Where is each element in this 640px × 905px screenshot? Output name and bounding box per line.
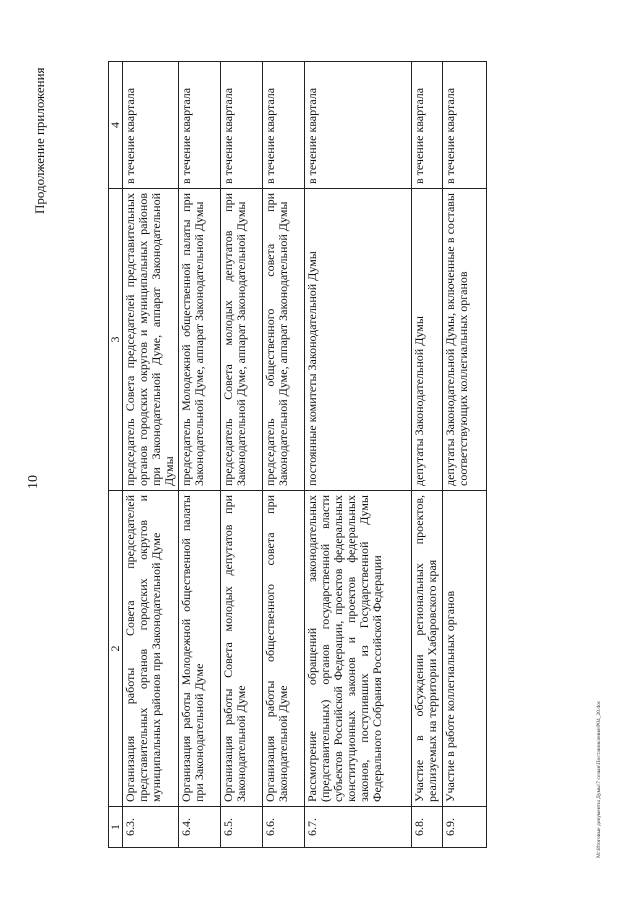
period-cell: в течение квартала <box>263 62 305 189</box>
table-row <box>123 62 179 848</box>
table-header-row <box>109 62 123 848</box>
responsible-cell: председатель общественного совета при Законодательной Думе, аппарат Законодательной Думы <box>263 189 305 491</box>
row-number: 6.5. <box>221 807 263 848</box>
responsible-cell: председатель Совета молодых депутатов при Законодательной Думе, аппарат Законодательной Думы <box>221 189 263 491</box>
table-row <box>305 62 412 848</box>
period-cell: в течение квартала <box>179 62 221 189</box>
column-header-3: 3 <box>109 189 123 491</box>
period-cell: в течение квартала <box>123 62 179 189</box>
row-number: 6.7. <box>305 807 412 848</box>
landscape-table-container <box>108 62 558 848</box>
table-row <box>221 62 263 848</box>
row-number: 6.4. <box>179 807 221 848</box>
table-row <box>179 62 221 848</box>
row-number: 6.8. <box>412 807 443 848</box>
plan-table <box>108 61 487 848</box>
file-path-footer: M:\Итоговые документы Думы\7 созыв\Постановления\P04_20.doc <box>596 700 602 858</box>
activity-cell: Организация работы общественного совета при Законодательной Думе <box>263 491 305 807</box>
responsible-cell: постоянные комитеты Законодательной Думы <box>305 189 412 491</box>
activity-cell: Участие в работе коллегиальных органов <box>443 491 487 807</box>
period-cell: в течение квартала <box>221 62 263 189</box>
continuation-label: Продолжение приложения <box>32 67 47 214</box>
period-cell: в течение квартала <box>443 62 487 189</box>
row-number: 6.3. <box>123 807 179 848</box>
responsible-cell: председатель Молодежной общественной палаты при Законодательной Думе, аппарат Законодательной Думы <box>179 189 221 491</box>
activity-cell: Организация работы Совета председателей представительных органов городских округов и муниципальных районов при Законодательной Думе <box>123 491 179 807</box>
column-header-1: 1 <box>109 807 123 848</box>
activity-cell: Рассмотрение обращений законодательных (представительных) органов государственной власти субъектов Российской Федерации, проектов федеральных конституционных законов и проектов федеральных законов, поступивших из Государственной Думы Федерального Собрания Российской Федерации <box>305 491 412 807</box>
column-header-2: 2 <box>109 491 123 807</box>
table-row <box>443 62 487 848</box>
column-header-4: 4 <box>109 62 123 189</box>
activity-cell: Организация работы Молодежной общественной палаты при Законодательной Думе <box>179 491 221 807</box>
activity-cell: Участие в обсуждении региональных проектов, реализуемых на территории Хабаровского края <box>412 491 443 807</box>
responsible-cell: депутаты Законодательной Думы <box>412 189 443 491</box>
page-number: 10 <box>26 475 41 489</box>
row-number: 6.6. <box>263 807 305 848</box>
responsible-cell: депутаты Законодательной Думы, включенные в составы соответствующих коллегиальных органов <box>443 189 487 491</box>
period-cell: в течение квартала <box>412 62 443 189</box>
activity-cell: Организация работы Совета молодых депутатов при Законодательной Думе <box>221 491 263 807</box>
table-row <box>412 62 443 848</box>
row-number: 6.9. <box>443 807 487 848</box>
table-row <box>263 62 305 848</box>
period-cell: в течение квартала <box>305 62 412 189</box>
responsible-cell: председатель Совета председателей представительных органов городских округов и муниципальных районов при Законодательной Думе, аппарат Законодательной Думы <box>123 189 179 491</box>
